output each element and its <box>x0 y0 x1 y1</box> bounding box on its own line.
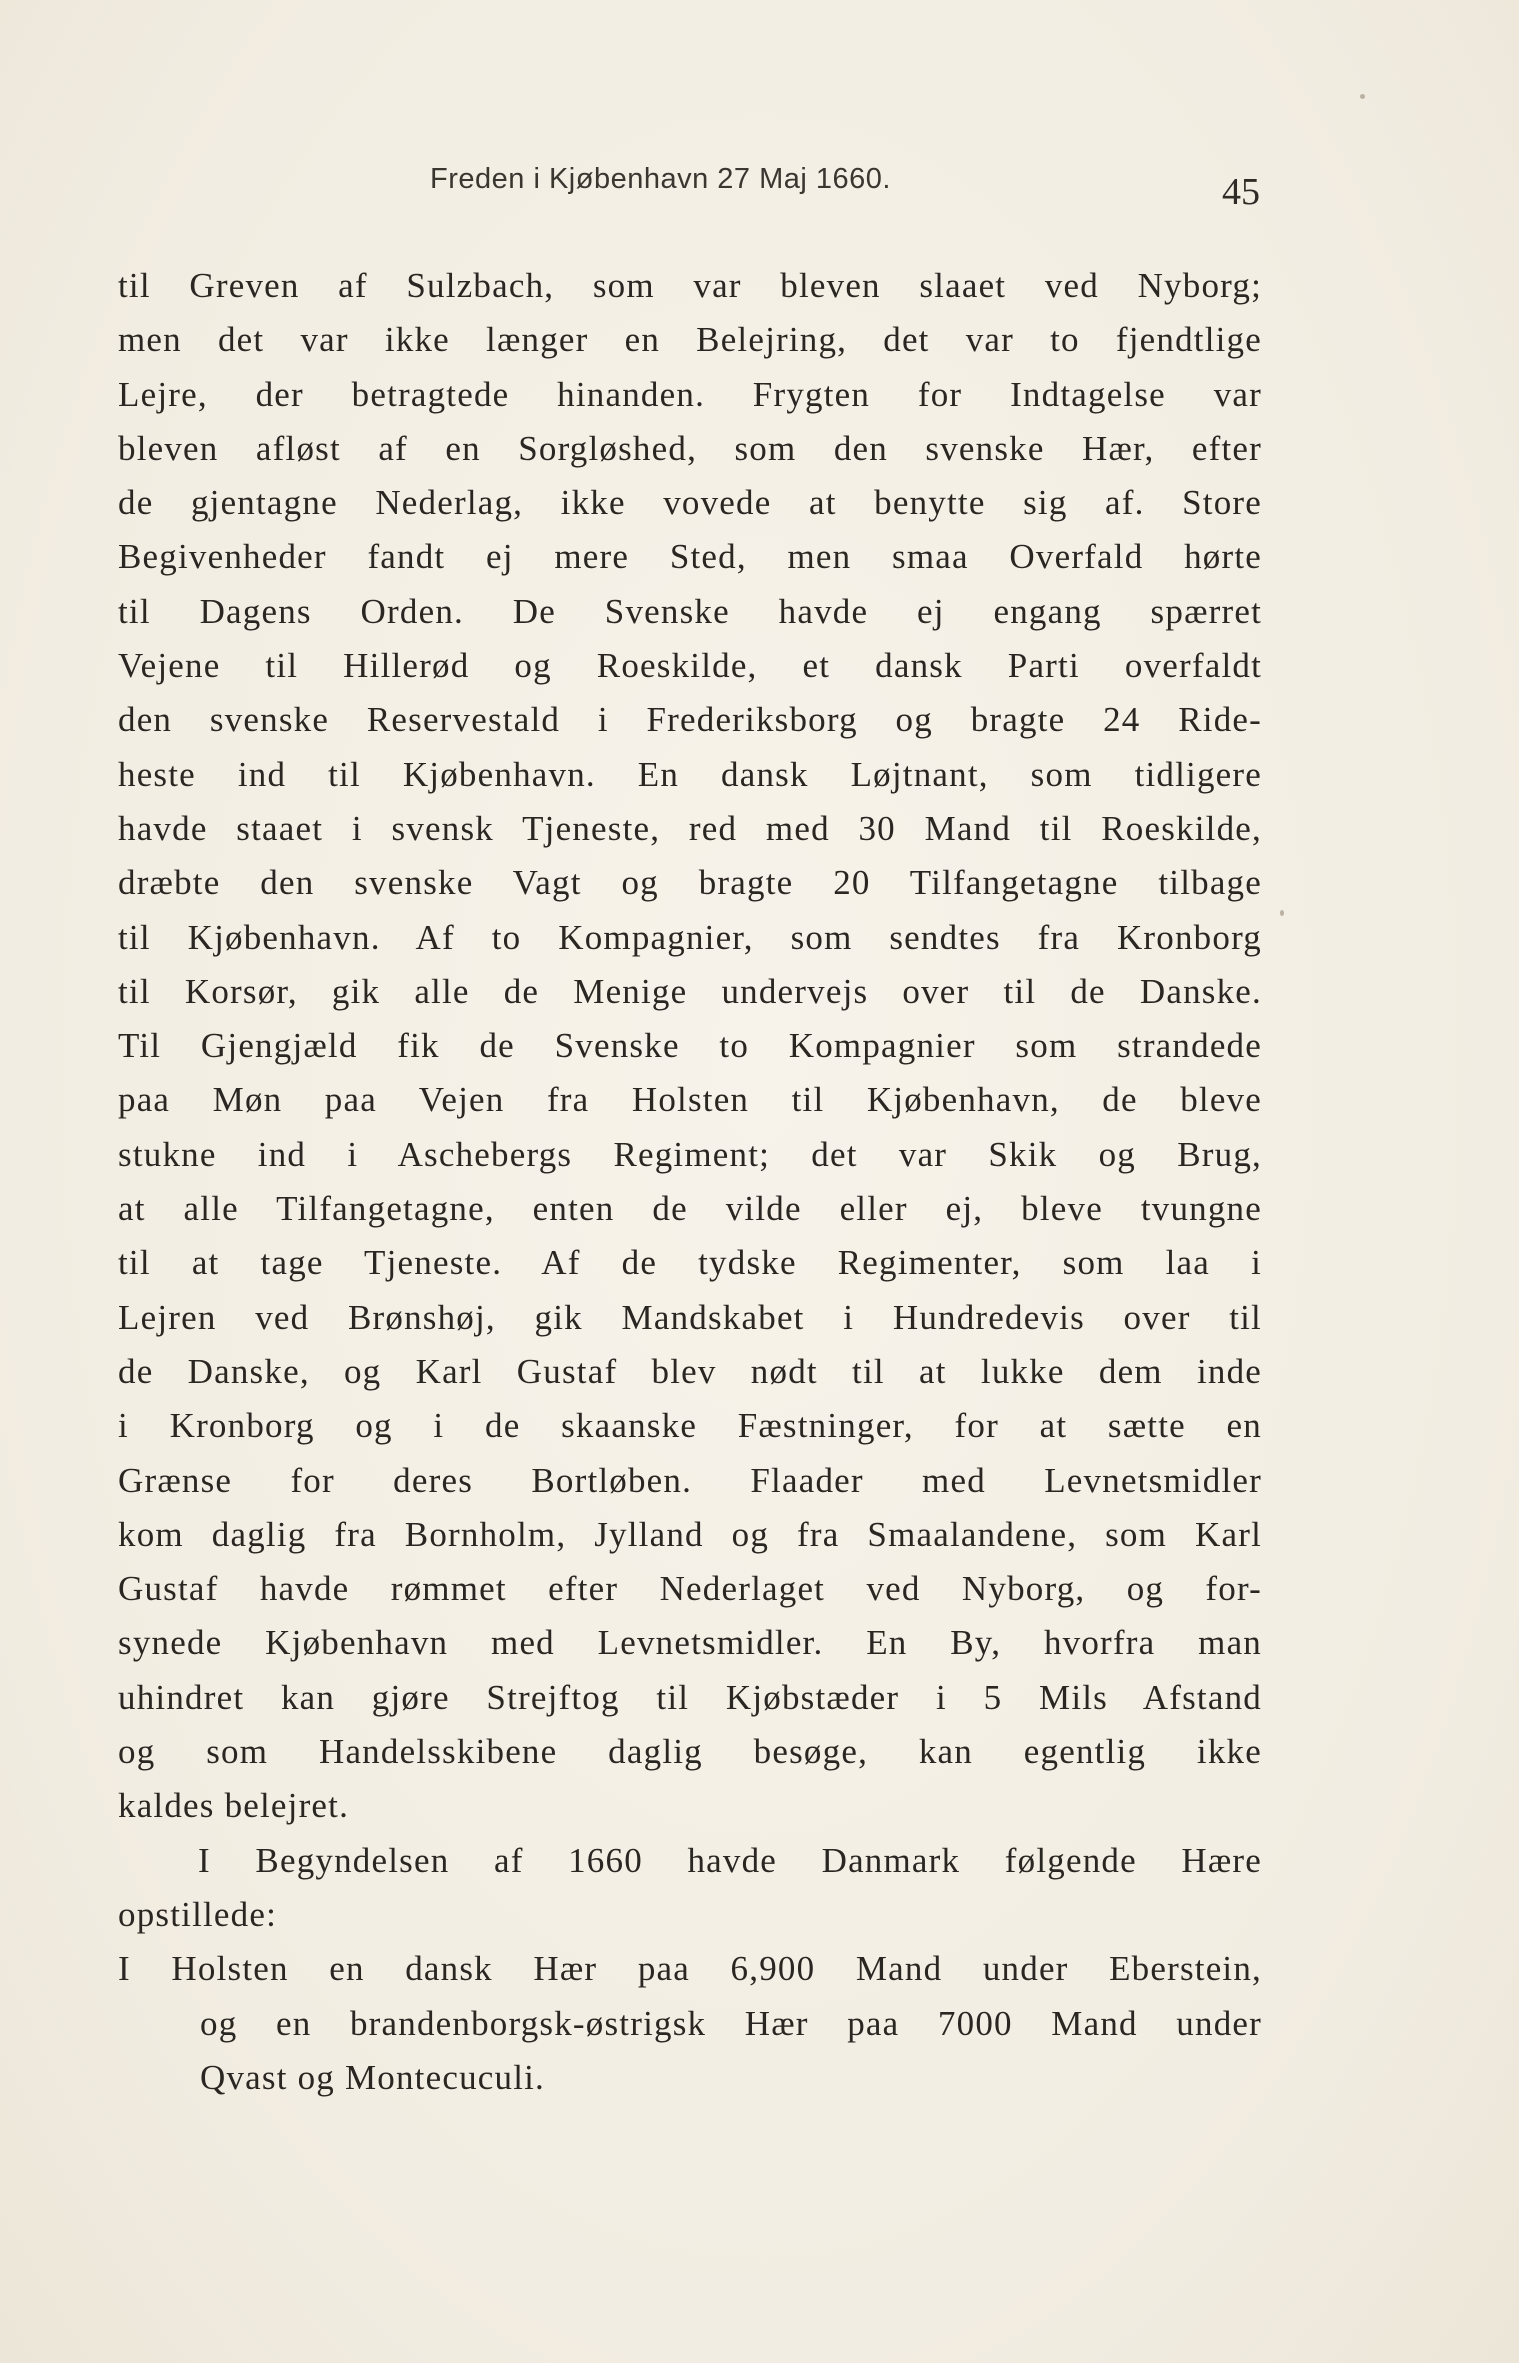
text-line: den svenske Reservestald i Frederiksborg og bragte 24 Ride- <box>118 700 1262 740</box>
text-line: Gustaf havde rømmet efter Nederlaget ved Nyborg, og for- <box>118 1569 1262 1609</box>
text-line: i Kronborg og i de skaanske Fæstninger, for at sætte en <box>118 1406 1262 1446</box>
text-line: Lejre, der betragtede hinanden. Frygten for Indtagelse var <box>118 374 1262 414</box>
text-line: opstillede: <box>118 1894 278 1934</box>
text-line: til Dagens Orden. De Svenske havde ej engang spærret <box>118 591 1262 631</box>
text-line: og som Handelsskibene daglig besøge, kan egentlig ikke <box>118 1732 1262 1772</box>
text-line: kom daglig fra Bornholm, Jylland og fra Smaalandene, som Karl <box>118 1514 1262 1554</box>
paper-speck <box>1360 94 1365 99</box>
text-line: synede Kjøbenhavn med Levnetsmidler. En By, hvorfra man <box>118 1623 1262 1663</box>
text-line: til Greven af Sulzbach, som var bleven slaaet ved Nyborg; <box>118 266 1262 305</box>
text-line: havde staaet i svensk Tjeneste, red med 30 Mand til Roeskilde, <box>118 808 1262 848</box>
text-line: I Holsten en dansk Hær paa 6,900 Mand under Eberstein, <box>118 1949 1262 1989</box>
text-line: kaldes belejret. <box>118 1786 350 1826</box>
text-line: Vejene til Hillerød og Roeskilde, et dansk Parti overfaldt <box>118 646 1262 686</box>
text-line: Lejren ved Brønshøj, gik Mandskabet i Hundredevis over til <box>118 1297 1262 1337</box>
paper-speck <box>1280 910 1284 916</box>
text-line: Begivenheder fandt ej mere Sted, men smaa Overfald hørte <box>118 537 1262 577</box>
text-line: men det var ikke længer en Belejring, det var to fjendtlige <box>118 320 1262 360</box>
text-line: at alle Tilfangetagne, enten de vilde eller ej, bleve tvungne <box>118 1189 1262 1229</box>
running-head: Freden i Kjøbenhavn 27 Maj 1660. <box>430 163 891 195</box>
text-line: de gjentagne Nederlag, ikke vovede at benytte sig af. Store <box>118 483 1262 523</box>
text-line: og en brandenborgsk-østrigsk Hær paa 7000 Mand under <box>200 2003 1262 2043</box>
text-line: de Danske, og Karl Gustaf blev nødt til at lukke dem inde <box>118 1351 1262 1391</box>
page-number: 45 <box>1222 171 1260 213</box>
text-line: dræbte den svenske Vagt og bragte 20 Tilfangetagne tilbage <box>118 863 1262 903</box>
text-line: til at tage Tjeneste. Af de tydske Regimenter, som laa i <box>118 1243 1262 1283</box>
text-line: Grænse for deres Bortløben. Flaader med Levnetsmidler <box>118 1460 1262 1500</box>
text-line: til Korsør, gik alle de Menige undervejs over til de Danske. <box>118 971 1262 1011</box>
body-text <box>118 259 1262 2105</box>
text-line: paa Møn paa Vejen fra Holsten til Kjøbenhavn, de bleve <box>118 1080 1262 1120</box>
text-line: bleven afløst af en Sorgløshed, som den svenske Hær, efter <box>118 428 1262 468</box>
text-line: Til Gjengjæld fik de Svenske to Kompagnier som strandede <box>118 1026 1262 1066</box>
text-line: stukne ind i Aschebergs Regiment; det var Skik og Brug, <box>118 1134 1262 1174</box>
text-line: uhindret kan gjøre Strejftog til Kjøbstæder i 5 Mils Afstand <box>118 1677 1262 1717</box>
text-line: heste ind til Kjøbenhavn. En dansk Løjtnant, som tidligere <box>118 754 1262 794</box>
text-line: til Kjøbenhavn. Af to Kompagnier, som sendtes fra Kronborg <box>118 917 1262 957</box>
text-line: I Begyndelsen af 1660 havde Danmark følgende Hære <box>198 1840 1262 1880</box>
text-line: Qvast og Montecuculi. <box>200 2057 546 2097</box>
